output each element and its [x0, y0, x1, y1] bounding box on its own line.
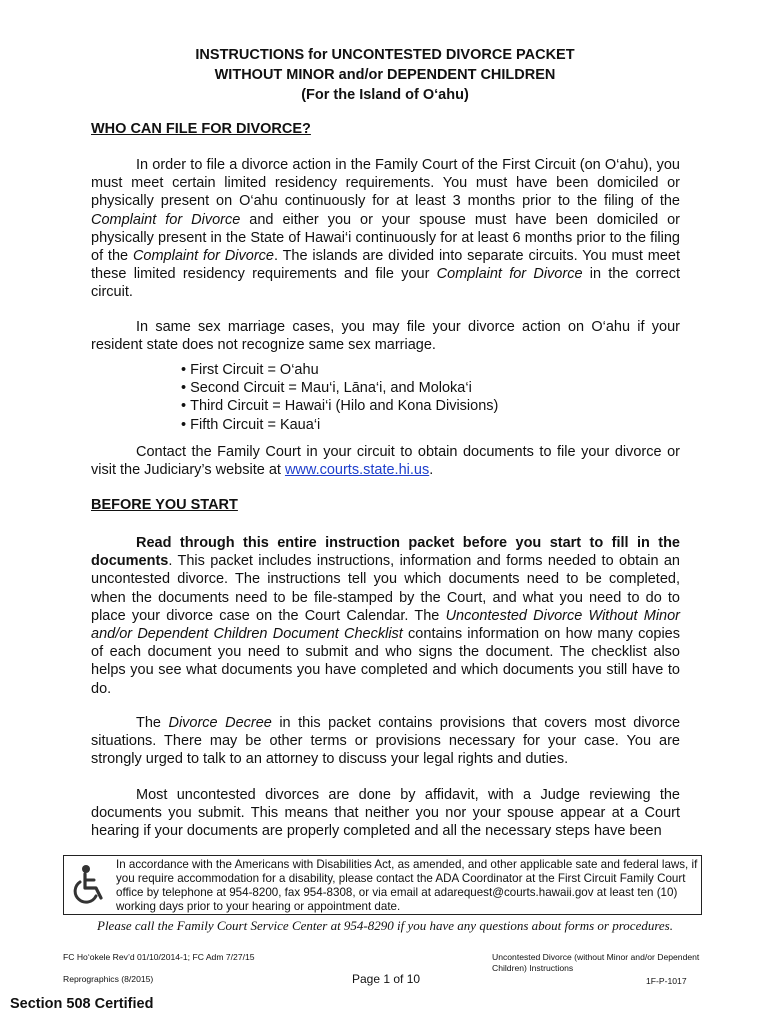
residency-text-3: and either you or your spouse must have been domiciled or physically present in the State of Hawai‘i continuously for at least 6 months prior to the filing of the [91, 211, 680, 265]
circuit-list [181, 361, 498, 434]
form-title: Uncontested Divorce (without Minor and/or Dependent Children) Instructions [492, 952, 700, 973]
read-through-text-2: contains information on how many copies of each document you need to submit and who signs the document. The checklist also helps you see what documents you have completed and which documents you still have to do. [91, 626, 680, 697]
ada-notice-box [63, 855, 702, 915]
form-revision: FC Ho‘okele Rev’d 01/10/2014-1; FC Adm 7/27/15 [63, 952, 255, 962]
decree-text-1: The [136, 715, 169, 731]
read-through-text-1: . This packet includes instructions, information and forms needed to obtain an uncontested divorce. The instructions tell you which documents need to be completed, when the documents need to be file-stamped by the Court, and what you need to do to place your divorce case on the Court Calendar. The [91, 553, 680, 624]
residency-paragraph [91, 156, 680, 302]
affidavit-paragraph: Most uncontested divorces are done by affidavit, with a Judge reviewing the documents you submit. This means that neither you nor your spouse appear at a Court hearing if your documents are properly completed and all the necessary steps have been [91, 787, 680, 840]
residency-text-6: Complaint for Divorce [436, 266, 583, 283]
document-title-line2: WITHOUT MINOR and/or DEPENDENT CHILDREN [214, 67, 556, 83]
section-heading-before-you-start: BEFORE YOU START [91, 497, 238, 513]
residency-text-7: in the correct circuit. [91, 266, 680, 301]
circuit-item: • First Circuit = O‘ahu [181, 361, 498, 379]
ada-notice-text: In accordance with the Americans with Disabilities Act, as amended, and other applicable sate and federal laws, if you require accommodation for a disability, please contact the ADA Coordinator at the First Circuit Family Court office by telephone at 954-8200, fax 954-8308, or via email at adarequest@courts.hawaii.gov at least ten (10) working days prior to your hearing or appointment date. [116, 858, 698, 913]
service-center-notice: Please call the Family Court Service Center at 954-8290 if you have any questions about forms or procedures. [97, 918, 673, 933]
decree-title-text: Divorce Decree [168, 715, 272, 731]
contact-text: Contact the Family Court in your circuit to obtain documents to file your divorce or visit the Judiciary’s website at [91, 444, 680, 479]
residency-text-5: . The islands are divided into separate circuits. You must meet these limited residency requirements and file your [91, 248, 680, 283]
document-title-line1: INSTRUCTIONS for UNCONTESTED DIVORCE PACKET [195, 47, 575, 63]
contact-text-end: . [429, 462, 434, 479]
circuit-item: • Second Circuit = Mau‘i, Lāna‘i, and Moloka‘i [181, 379, 498, 397]
wheelchair-icon [70, 864, 108, 906]
contact-paragraph [91, 443, 680, 479]
reprographics-label: Reprographics (8/2015) [63, 974, 154, 984]
section-heading-who-can-file: WHO CAN FILE FOR DIVORCE? [91, 121, 311, 137]
form-number: 1F-P-1017 [646, 976, 687, 986]
decree-text-2: in this packet contains provisions that covers most divorce situations. There may be other terms or provisions necessary for your case. You are strongly urged to talk to an attorney to discuss your legal rights and duties. [91, 715, 681, 768]
judiciary-website-link[interactable]: www.courts.state.hi.us [284, 462, 430, 479]
read-through-bold-text: Read through this entire instruction packet before you start to fill in the documents [91, 535, 680, 570]
read-through-paragraph [91, 534, 680, 698]
page-number: Page 1 of 10 [352, 972, 421, 986]
circuit-item: • Third Circuit = Hawai‘i (Hilo and Kona Divisions) [181, 397, 498, 415]
section-508-label: Section 508 Certified [10, 996, 154, 1012]
document-title-line3: (For the Island of O‘ahu) [301, 87, 469, 103]
same-sex-paragraph: In same sex marriage cases, you may file your divorce action on O‘ahu if your resident state does not recognize same sex marriage. [91, 319, 680, 354]
divorce-decree-paragraph [91, 714, 680, 769]
checklist-title-text: Uncontested Divorce Without Minor and/or Dependent Children Document Checklist [91, 607, 681, 643]
residency-text-4: Complaint for Divorce [132, 248, 274, 265]
residency-text-1: In order to file a divorce action in the Family Court of the First Circuit (on O‘ahu), you must meet certain limited residency requirements. You must have been domiciled or physically present on O‘ahu continuously for at least 3 months prior to the filing of the [91, 157, 680, 210]
residency-text-2: Complaint for Divorce [91, 211, 241, 228]
circuit-item: • Fifth Circuit = Kaua‘i [181, 416, 498, 434]
